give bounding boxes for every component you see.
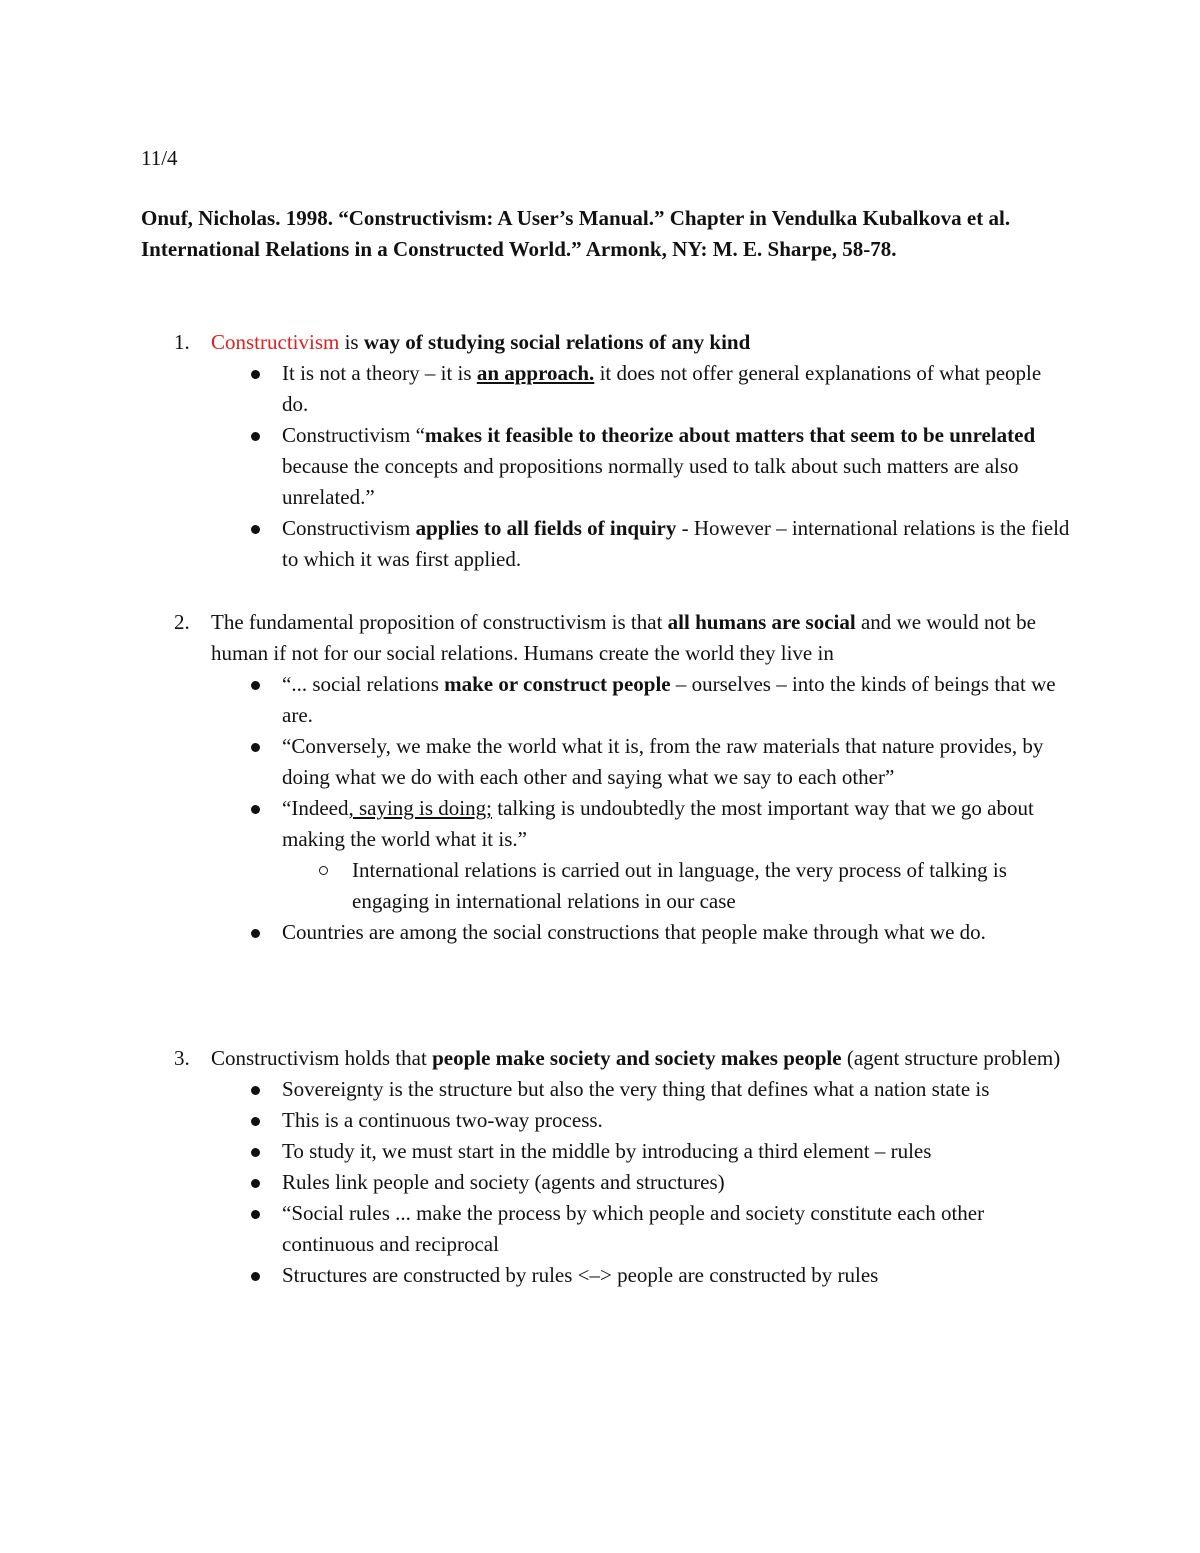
list-item: Constructivism “makes it feasible to theorize about matters that seem to be unrelated because the concepts and propositions normally used to talk about such matters are also unrelated.” xyxy=(141,420,1071,513)
list-item: “Social rules ... make the process by which people and society constitute each other continuous and reciprocal xyxy=(141,1198,1071,1260)
bullet-icon xyxy=(251,1148,260,1157)
bullet-icon xyxy=(251,1272,260,1281)
list-item: It is not a theory – it is an approach. it does not offer general explanations of what people do. xyxy=(141,358,1071,420)
underlined-text: an approach. xyxy=(476,361,595,385)
bullet-icon xyxy=(251,681,260,690)
list-item: “... social relations make or construct people – ourselves – into the kinds of beings that we are. xyxy=(141,669,1071,731)
bold-text: way of studying social relations of any kind xyxy=(363,330,751,354)
sub-bullet-list xyxy=(282,855,1071,917)
citation: Onuf, Nicholas. 1998. “Constructivism: A User’s Manual.” Chapter in Vendulka Kubalkova et al. International Relations in a Constructed World.” Armonk, NY: M. E. Sharpe, 58-78. xyxy=(141,206,1011,261)
section-2 xyxy=(141,607,1071,948)
list-item: “Conversely, we make the world what it is, from the raw materials that nature provides, by doing what we do with each other and saying what we say to each other” xyxy=(141,731,1071,793)
bullet-icon xyxy=(251,805,260,814)
bullet-icon xyxy=(251,929,260,938)
bullet-list xyxy=(141,1074,1071,1291)
list-item: Structures are constructed by rules <–> people are constructed by rules xyxy=(141,1260,1071,1291)
bullet-icon xyxy=(251,432,260,441)
section-1 xyxy=(141,327,1071,575)
bullet-icon xyxy=(251,370,260,379)
list-item: Sovereignty is the structure but also the very thing that defines what a nation state is xyxy=(141,1074,1071,1105)
hollow-bullet-icon xyxy=(319,866,328,875)
list-item: “Indeed, saying is doing; talking is undoubtedly the most important way that we go about making the world what it is.” International relations is carried out in language, the very process of talking is engaging in international relations in our case xyxy=(141,793,1071,917)
bullet-icon xyxy=(251,1086,260,1095)
list-item: This is a continuous two-way process. xyxy=(141,1105,1071,1136)
section-2-intro: 2. The fundamental proposition of constructivism is that all humans are social and we would not be human if not for our social relations. Humans create the world they live in xyxy=(141,607,1071,669)
bullet-list xyxy=(141,669,1071,948)
bullet-list xyxy=(141,358,1071,575)
bullet-icon xyxy=(251,1117,260,1126)
keyword-constructivism: Constructivism xyxy=(211,330,340,354)
section-number: 1. xyxy=(174,330,190,354)
list-item: To study it, we must start in the middle by introducing a third element – rules xyxy=(141,1136,1071,1167)
bullet-icon xyxy=(251,1210,260,1219)
underlined-text: , saying is doing; xyxy=(348,796,492,820)
section-3 xyxy=(141,1043,1071,1291)
bullet-icon xyxy=(251,1179,260,1188)
date-heading: 11/4 xyxy=(141,146,178,170)
section-3-intro: 3. Constructivism holds that people make society and society makes people (agent structure problem) xyxy=(141,1043,1071,1074)
bullet-icon xyxy=(251,525,260,534)
list-item: Rules link people and society (agents and structures) xyxy=(141,1167,1071,1198)
sub-list-item: International relations is carried out in language, the very process of talking is engaging in international relations in our case xyxy=(282,855,1071,917)
section-1-intro: 1. Constructivism is way of studying social relations of any kind xyxy=(141,327,1071,358)
list-item: Countries are among the social constructions that people make through what we do. xyxy=(141,917,1071,948)
bullet-icon xyxy=(251,743,260,752)
list-item: Constructivism applies to all fields of inquiry - However – international relations is the field to which it was first applied. xyxy=(141,513,1071,575)
section-number: 3. xyxy=(174,1046,190,1070)
section-number: 2. xyxy=(174,610,190,634)
